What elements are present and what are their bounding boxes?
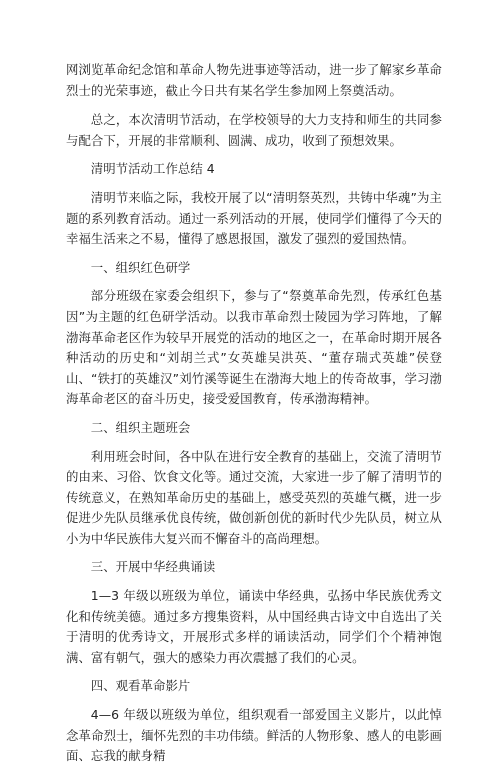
heading-red-study: 一、组织红色研学 [90,259,191,275]
paragraph-classics-reading: 1—3 年级以班级为单位，诵读中华经典，弘扬中华民族优秀文化和传统美德。通过多方搜集资料，从中国经典古诗文中自选出了关于清明的优秀诗文，开展形式多样的诵读活动，同学们个个精神饱满、富有朝气，强大的感染力再次震撼了我们的心灵。 [66,588,442,665]
paragraph-intro: 清明节来临之际，我校开展了以“清明祭英烈，共铸中华魂”为主题的系列教育活动。通过一系列活动的开展，使同学们懂得了今天的幸福生活来之不易，懂得了感恩报国，激发了强烈的爱国热情。 [66,189,442,247]
paragraph-revolution-films: 4—6 年级以班级为单位，组织观看一部爱国主义影片，以此悼念革命烈士，缅怀先烈的丰功伟绩。鲜活的人物形象、感人的电影画面、忘我的献身精 [66,707,442,764]
paragraph-class-meeting: 利用班会时间，各中队在进行安全教育的基础上，交流了清明节的由来、习俗、饮食文化等。通过交流，大家进一步了解了清明节的传统意义，在熟知革命历史的基础上，感受英烈的英雄气概，进一步促进少先队员继承优良传统，做创新创优的新时代少先队员，树立从小为中华民族伟大复兴而不懈奋斗的高尚理想。 [66,448,442,546]
section-title: 清明节活动工作总结 4 [90,161,215,177]
heading-revolution-films: 四、观看革命影片 [90,678,191,694]
paragraph-continued: 网浏览革命纪念馆和革命人物先进事迹等活动，进一步了解家乡革命烈士的光荣事迹，截止今日共有某名学生参加网上祭奠活动。 [66,62,442,98]
heading-classics-reading: 三、开展中华经典诵读 [90,559,216,575]
paragraph-summary: 总之，本次清明节活动，在学校领导的大力支持和师生的共同参与配合下，开展的非常顺利、圆满、成功，收到了预想效果。 [66,112,442,148]
heading-class-meeting: 二、组织主题班会 [90,419,191,435]
document-body [66,60,442,767]
paragraph-red-study: 部分班级在家委会组织下，参与了“祭奠革命先烈，传承红色基因”为主题的红色研学活动。以我市革命烈士陵园为学习阵地，了解渤海革命老区作为较早开展党的活动的地区之一，在革命时期开展各种活动的历史和“刘胡兰式”女英雄吴洪英、“董存瑞式英雄”侯登山、“铁打的英雄汉”刘竹溪等诞生在渤海大地上的传奇故事，学习渤海革命老区的奋斗历史，接受爱国教育，传承渤海精神。 [66,288,442,407]
